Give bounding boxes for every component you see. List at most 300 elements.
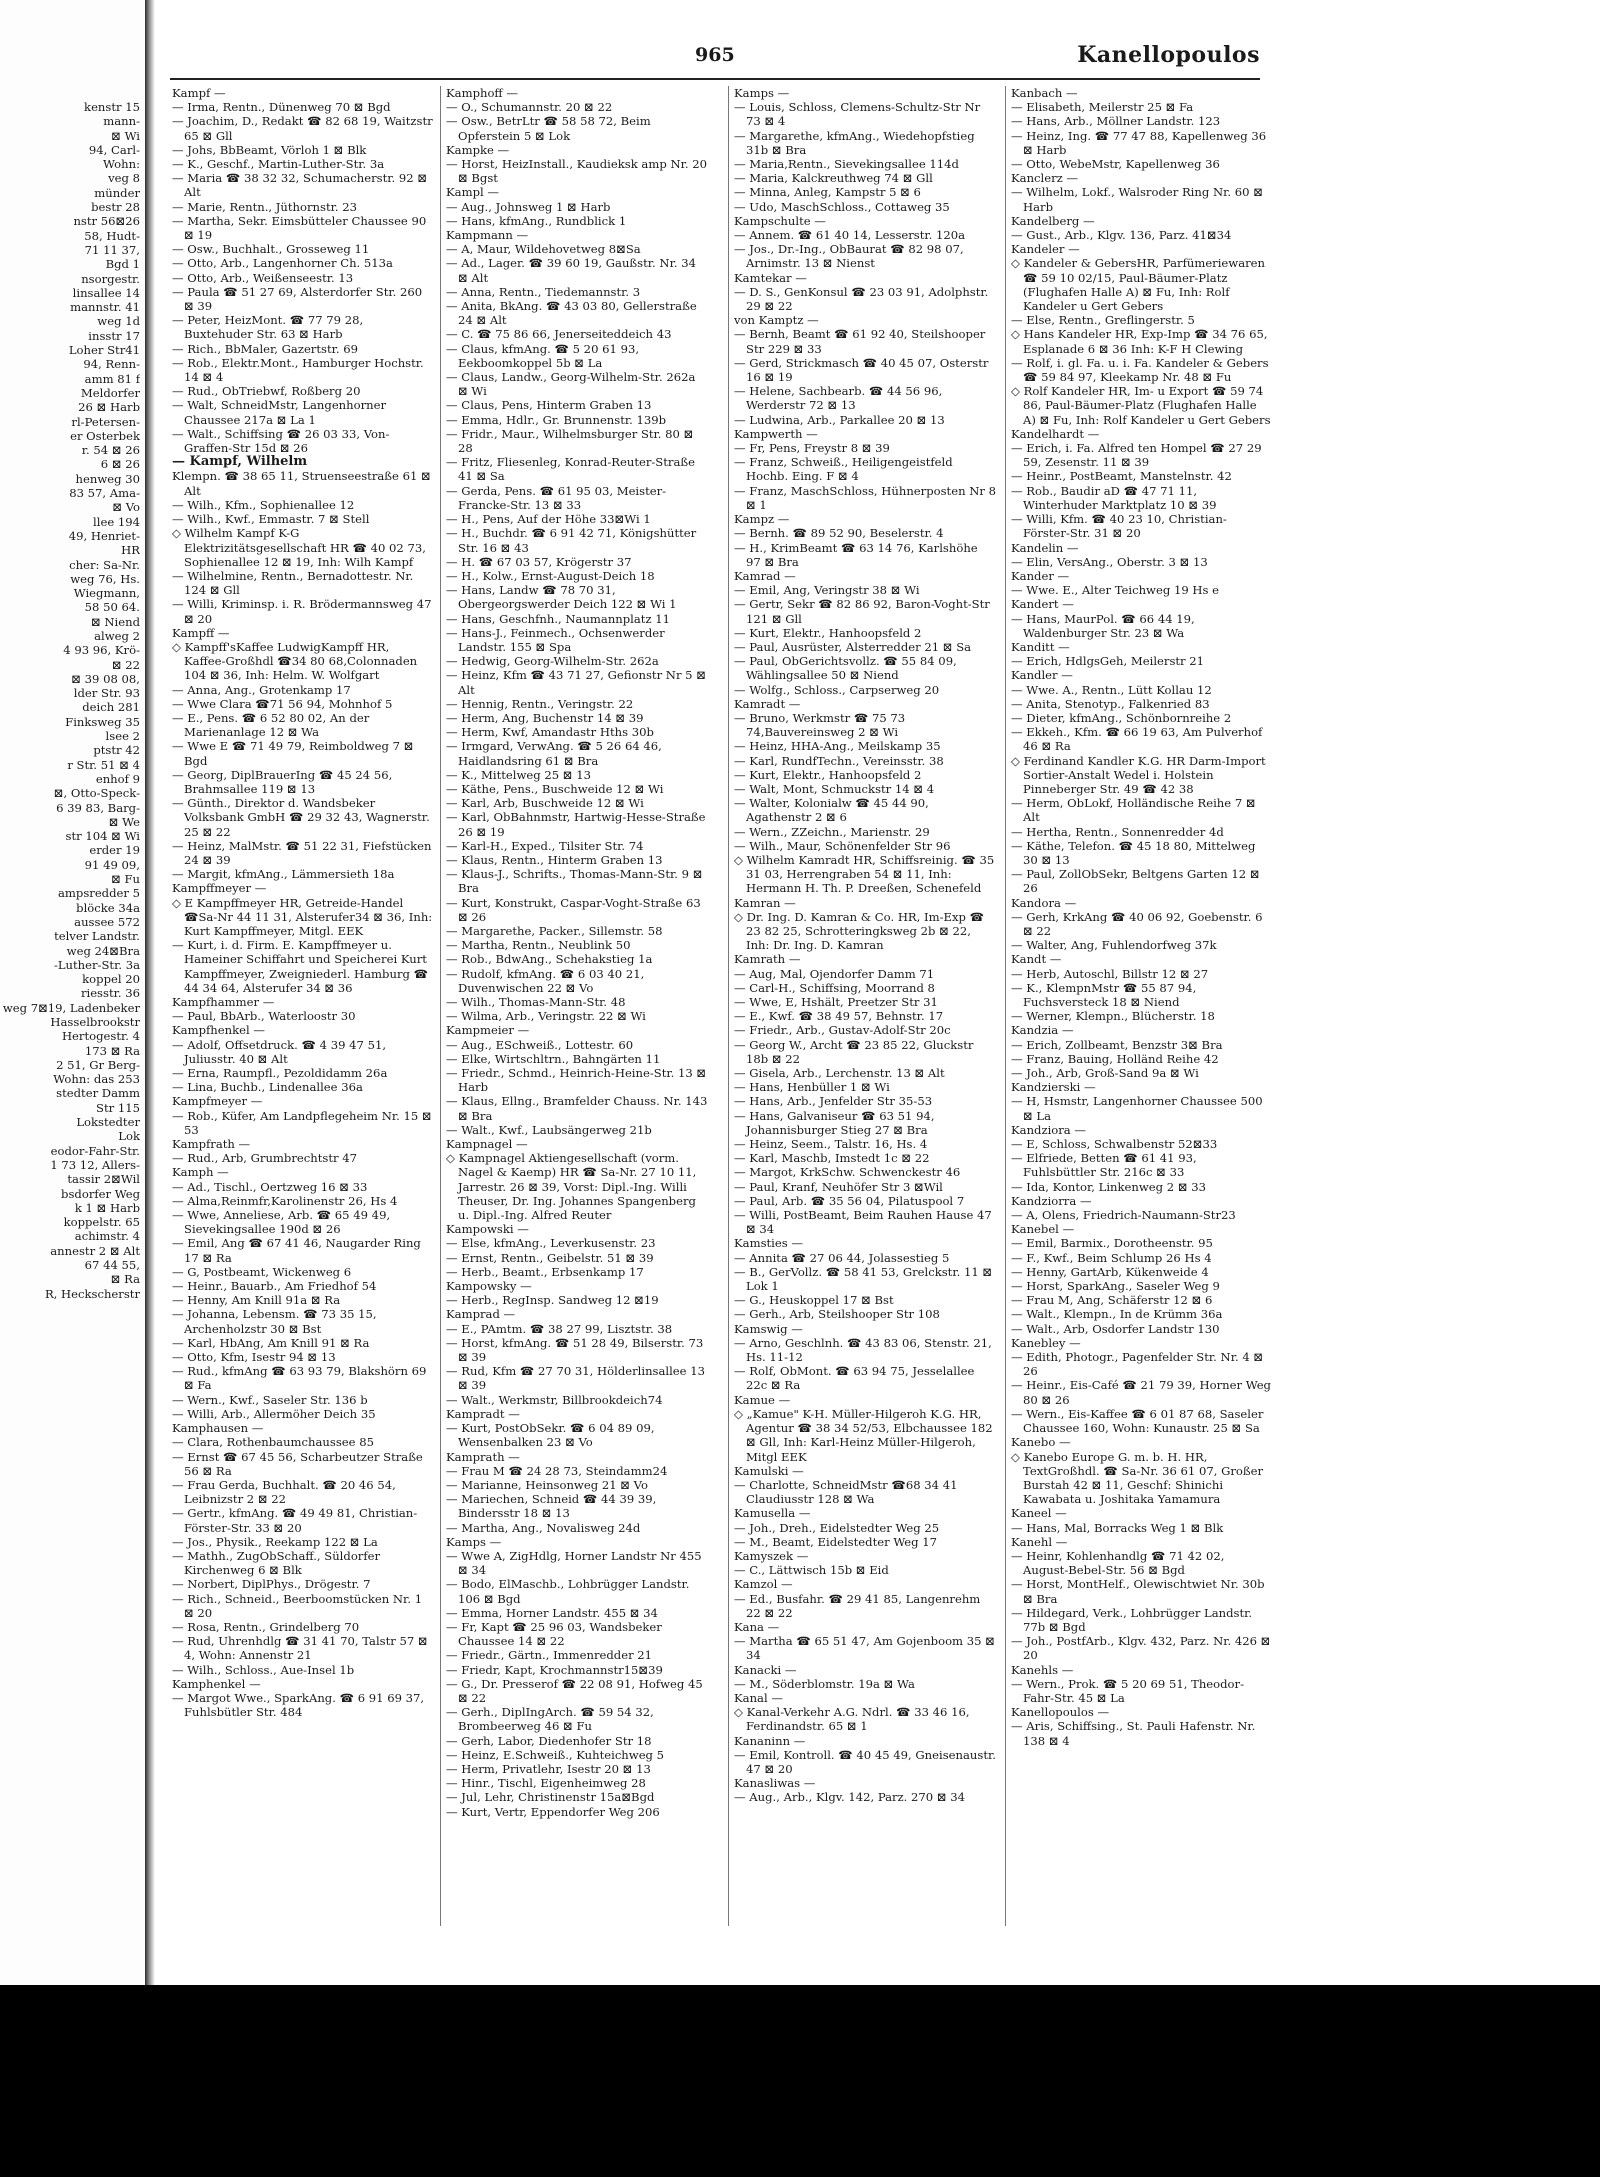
fragment-line: k 1 ⊠ Harb: [74, 1200, 140, 1215]
directory-entry: — Osw., BetrLtr ☎ 58 58 72, Beim Opferstein 5 ⊠ Lok: [446, 114, 651, 143]
directory-entry: — Jos., Dr.-Ing., ObBaurat ☎ 82 98 07, Arnimstr. 13 ⊠ Nienst: [734, 242, 964, 271]
directory-entry: — Karl, RundfTechn., Vereinsstr. 38: [734, 753, 944, 768]
directory-entry: — Erich, Zollbeamt, Benzstr 3⊠ Bra: [1011, 1037, 1223, 1052]
directory-entry: — E., PAmtm. ☎ 38 27 99, Lisztstr. 38: [446, 1321, 673, 1336]
directory-entry: — Heinz, Seem., Talstr. 16, Hs. 4: [734, 1137, 928, 1152]
directory-entry: Kampffmeyer —: [172, 881, 267, 896]
directory-entry: — Wwe, Anneliese, Arb. ☎ 65 49 49, Sievekingsallee 190d ⊠ 26: [172, 1208, 391, 1237]
fragment-line: lder Str. 93: [73, 686, 140, 701]
fragment-line: 49, Henriet-: [68, 528, 140, 543]
directory-entry: ◇ Ferdinand Kandler K.G. HR Darm-Import Sortier-Anstalt Wedel i. Holstein Pinneberger Str. 49 ☎ 42 38: [1011, 753, 1266, 796]
directory-entry: — Hans, Mal, Borracks Weg 1 ⊠ Blk: [1011, 1520, 1224, 1535]
directory-entry: Kander —: [1011, 568, 1070, 583]
directory-entry: — Karl, Maschb, Imstedt 1c ⊠ 22: [734, 1151, 930, 1166]
fragment-line: aussee 572: [74, 914, 140, 929]
directory-entry: — Carl-H., Schiffsing, Moorrand 8: [734, 980, 935, 995]
directory-entry: — Claus, Landw., Georg-Wilhelm-Str. 262a ⊠ Wi: [446, 370, 696, 399]
directory-entry: — Karl-H., Exped., Tilsiter Str. 74: [446, 838, 644, 853]
directory-entry: Kamps —: [734, 86, 790, 100]
directory-entry: — Marie, Rentn., Jüthornstr. 23: [172, 199, 358, 214]
directory-entry: Kamulski —: [734, 1463, 804, 1478]
directory-entry: Kanbach —: [1011, 86, 1078, 100]
directory-entry: — Wilh., Kwf., Emmastr. 7 ⊠ Stell: [172, 512, 370, 527]
directory-entry: — Wern., ZZeichn., Marienstr. 29: [734, 824, 930, 839]
directory-entry: — Emma, Hdlr., Gr. Brunnenstr. 139b: [446, 412, 667, 427]
directory-entry: Kanellopoulos —: [1011, 1705, 1110, 1720]
directory-entry: — Else, Rentn., Greflingerstr. 5: [1011, 313, 1195, 328]
directory-entry: — Hans, Arb., Möllner Landstr. 123: [1011, 114, 1221, 129]
directory-entry: — Clara, Rothenbaumchaussee 85: [172, 1435, 374, 1450]
fragment-line: 91 49 09,: [84, 857, 140, 872]
directory-entry: — Gertr, Sekr ☎ 82 86 92, Baron-Voght-Str 121 ⊠ Gll: [734, 597, 990, 626]
directory-entry: — Hans, Landw ☎ 78 70 31, Obergeorgswerder Deich 122 ⊠ Wi 1: [446, 583, 677, 612]
directory-entry: — Johanna, Lebensm. ☎ 73 35 15, Archenholzstr 30 ⊠ Bst: [172, 1307, 377, 1336]
directory-entry: — Fritz, Fliesenleg, Konrad-Reuter-Straße 41 ⊠ Sa: [446, 455, 695, 484]
directory-entry: Kamph —: [172, 1165, 229, 1180]
directory-entry: — Willi, Arb., Allermöher Deich 35: [172, 1406, 376, 1421]
directory-entry: — M., Söderblomstr. 19a ⊠ Wa: [734, 1676, 915, 1691]
fragment-line: koppel 20: [82, 972, 140, 987]
directory-entry: — Heinz, HHA-Ang., Meilskamp 35: [734, 739, 941, 754]
fragment-line: r Str. 51 ⊠ 4: [67, 757, 140, 772]
directory-entry: — Aug., ESchweiß., Lottestr. 60: [446, 1037, 634, 1052]
directory-column-1: [172, 86, 434, 1719]
directory-entry: — Friedr., Arb., Gustav-Adolf-Str 20c: [734, 1023, 951, 1038]
directory-entry: — Maria, Kalckreuthweg 74 ⊠ Gll: [734, 171, 933, 186]
directory-entry: — Rudolf, kfmAng. ☎ 6 03 40 21, Duvenwischen 22 ⊠ Vo: [446, 966, 645, 995]
fragment-line: llee 194: [93, 514, 140, 529]
fragment-line: 83 57, Ama-: [69, 486, 140, 501]
fragment-line: Lokstedter: [76, 1115, 140, 1130]
fragment-line: 6 ⊠ 26: [100, 457, 140, 472]
directory-entry: — Emil, Ang ☎ 67 41 46, Naugarder Ring 17 ⊠ Ra: [172, 1236, 421, 1265]
directory-entry: ◇ E Kampffmeyer HR, Getreide-Handel ☎Sa-Nr 44 11 31, Alsterufer34 ⊠ 36, Inh: Kurt Kampffmeyer, Mitgl. EEK: [172, 895, 433, 938]
directory-entry: — Aug, Mal, Ojendorfer Damm 71: [734, 966, 935, 981]
directory-entry: — G., Heuskoppel 17 ⊠ Bst: [734, 1293, 894, 1308]
directory-entry: — Ernst, Rentn., Geibelstr. 51 ⊠ 39: [446, 1250, 654, 1265]
directory-entry: Kampfhenkel —: [172, 1023, 265, 1038]
directory-entry: Kandzierski —: [1011, 1080, 1096, 1095]
directory-entry: — Martha, Rentn., Neublink 50: [446, 938, 631, 953]
directory-entry: Kamradt —: [734, 696, 801, 711]
fragment-line: stedter Damm: [56, 1086, 140, 1101]
directory-entry: — Elisabeth, Meilerstr 25 ⊠ Fa: [1011, 100, 1194, 115]
directory-entry: ◇ Rolf Kandeler HR, Im- u Export ☎ 59 74 86, Paul-Bäumer-Platz (Flughafen Halle A) ⊠ Fu, Inh: Rolf Kandeler u Gert Gebers: [1011, 384, 1271, 427]
directory-entry: — Aris, Schiffsing., St. Pauli Hafenstr. Nr. 138 ⊠ 4: [1011, 1719, 1256, 1748]
directory-entry: — Maria,Rentn., Sievekingsallee 114d: [734, 157, 959, 172]
directory-entry: ◇ „Kamue" K-H. Müller-Hilgeroh K.G. HR, Agentur ☎ 38 34 52/53, Elbchaussee 182 ⊠ Gll, Inh: Karl-Heinz Müller-Hilgeroh, Mitgl EEK: [734, 1406, 993, 1464]
fragment-line: henweg 30: [75, 471, 140, 486]
directory-entry: — Helene, Sachbearb. ☎ 44 56 96, Werderstr 72 ⊠ 13: [734, 384, 943, 413]
column-divider: [728, 86, 729, 1926]
directory-entry: — Paul, ObGerichtsvollz. ☎ 55 84 09, Wählingsallee 50 ⊠ Niend: [734, 654, 957, 683]
directory-entry: — Rud., Arb, Grumbrechtstr 47: [172, 1151, 357, 1166]
fragment-line: Wiegmann,: [73, 586, 140, 601]
page-number: 965: [695, 44, 735, 66]
directory-entry: — Emil, Kontroll. ☎ 40 45 49, Gneisenaustr. 47 ⊠ 20: [734, 1747, 996, 1776]
previous-page-text: [0, 100, 140, 1301]
fragment-line: weg 7⊠19, Ladenbeker: [2, 1000, 140, 1015]
directory-entry: — Friedr., Gärtn., Immenredder 21: [446, 1648, 653, 1663]
directory-entry: — Hans, MaurPol. ☎ 66 44 19, Waldenburger Str. 23 ⊠ Wa: [1011, 611, 1195, 640]
directory-entry: — Ludwina, Arb., Parkallee 20 ⊠ 13: [734, 412, 945, 427]
directory-entry: — Rob., BdwAng., Schehakstieg 1a: [446, 952, 653, 967]
directory-entry: — Arno, Geschlnh. ☎ 43 83 06, Stenstr. 21, Hs. 11-12: [734, 1335, 992, 1365]
directory-entry: Kamprad —: [446, 1307, 516, 1322]
directory-entry: Kanacki —: [734, 1662, 797, 1677]
fragment-line: eodor-Fahr-Str.: [50, 1143, 140, 1158]
directory-entry: — Willi, Kfm. ☎ 40 23 10, Christian-Förster-Str. 31 ⊠ 20: [1011, 512, 1227, 541]
fragment-line: 67 44 55,: [84, 1258, 140, 1273]
directory-entry: — Rud., ObTriebwf, Roßberg 20: [172, 384, 361, 399]
directory-entry: Kampowski —: [446, 1222, 529, 1237]
directory-entry: von Kamptz —: [734, 313, 819, 328]
directory-entry: Kamrath —: [734, 952, 801, 967]
fragment-line: alweg 2: [94, 628, 140, 643]
directory-entry: — Rosa, Rentn., Grindelberg 70: [172, 1619, 360, 1634]
header-rule: [170, 78, 1260, 80]
fragment-line: 173 ⊠ Ra: [84, 1043, 140, 1058]
directory-entry: — Claus, Pens, Hinterm Graben 13: [446, 398, 652, 413]
directory-entry: — G., Dr. Presserof ☎ 22 08 91, Hofweg 45 ⊠ 22: [446, 1676, 703, 1705]
fragment-line: Finksweg 35: [65, 714, 140, 729]
directory-column-3: [734, 86, 996, 1805]
fragment-line: 71 11 37,: [84, 242, 140, 257]
directory-entry: Kandert —: [1011, 597, 1074, 612]
column-divider: [1005, 86, 1006, 1926]
directory-entry: — Ekkeh., Kfm. ☎ 66 19 63, Am Pulverhof 46 ⊠ Ra: [1011, 725, 1263, 754]
directory-entry: — Otto, Arb., Weißenseestr. 13: [172, 270, 354, 285]
directory-entry: — Elin, VersAng., Oberstr. 3 ⊠ 13: [1011, 554, 1208, 569]
directory-entry: — Wilma, Arb., Veringstr. 22 ⊠ Wi: [446, 1009, 646, 1024]
directory-entry: Kampradt —: [446, 1406, 520, 1421]
directory-entry: — Martha, Sekr. Eimsbütteler Chaussee 90 ⊠ 19: [172, 213, 427, 243]
fragment-line: Lok: [118, 1129, 140, 1144]
directory-entry: — Fr, Pens, Freystr 8 ⊠ 39: [734, 441, 890, 456]
directory-entry: — Rob., Elektr.Mont., Hamburger Hochstr. 14 ⊠ 4: [172, 355, 424, 385]
fragment-line: Str 115: [96, 1100, 140, 1115]
directory-entry: Kanditt —: [1011, 639, 1070, 654]
directory-entry: — Hans, Geschfnh., Naumannplatz 11: [446, 611, 671, 626]
directory-entry: — C. ☎ 75 86 66, Jenerseiteddeich 43: [446, 327, 672, 342]
fragment-line: Wohn:: [103, 157, 140, 172]
directory-entry: — Gerda, Pens. ☎ 61 95 03, Meister-Francke-Str. 13 ⊠ 33: [446, 483, 667, 512]
fragment-line: ampsredder 5: [58, 886, 140, 901]
directory-entry: ◇ Kampnagel Aktiengesellschaft (vorm. Nagel & Kaemp) HR ☎ Sa-Nr. 27 10 11, Jarrestr. 26 ⊠ 39, Vorst: Dipl.-Ing. Willi Theuser, Dr. Ing. Johannes Spangenberg u. Dipl.-Ing. Alfred Reuter: [446, 1151, 697, 1223]
directory-entry: — Friedr., Schmd., Heinrich-Heine-Str. 13 ⊠ Harb: [446, 1066, 707, 1095]
running-head: Kanellopoulos: [1077, 42, 1260, 68]
directory-entry: — Werner, Klempn., Blücherstr. 18: [1011, 1009, 1215, 1024]
directory-entry: — Kurt, Vertr, Eppendorfer Weg 206: [446, 1804, 660, 1819]
directory-entry: Kampnagel —: [446, 1137, 528, 1152]
directory-entry: — Herb, Autoschl, Billstr 12 ⊠ 27: [1011, 966, 1209, 981]
directory-entry: — A, Maur, Wildehovetweg 8⊠Sa: [446, 242, 641, 257]
directory-entry: Kanebel —: [1011, 1222, 1075, 1237]
directory-entry: Kampmann —: [446, 228, 529, 243]
directory-entry: Kana —: [734, 1619, 780, 1634]
directory-entry: ◇ Kampff'sKaffee LudwigKampff HR, Kaffee-Großhdl ☎34 80 68,Colonnaden 104 ⊠ 36, Inh: Helm. W. Wolfgart: [172, 639, 418, 683]
directory-entry: Kamzol —: [734, 1577, 793, 1592]
directory-entry: — B., GerVollz. ☎ 58 41 53, Grelckstr. 11 ⊠ Lok 1: [734, 1264, 993, 1294]
directory-entry: Kampf —: [172, 86, 226, 100]
directory-entry: — Frau M ☎ 24 28 73, Steindamm24: [446, 1463, 668, 1478]
fragment-line: amm 81 f: [84, 371, 140, 386]
directory-entry: Kaneel —: [1011, 1506, 1067, 1521]
directory-entry: — Wwe. E., Alter Teichweg 19 Hs e: [1011, 583, 1219, 598]
directory-entry: Kandelin —: [1011, 540, 1079, 555]
directory-entry: Kampfrath —: [172, 1137, 251, 1152]
directory-entry: Kamyszek —: [734, 1548, 809, 1563]
directory-entry: — Horst, SparkAng., Saseler Weg 9: [1011, 1279, 1220, 1294]
directory-entry: — Heinz, Kfm ☎ 43 71 27, Gefionstr Nr 5 ⊠ Alt: [446, 668, 706, 697]
directory-entry: — K., KlempnMstr ☎ 55 87 94, Fuchsversteck 18 ⊠ Niend: [1011, 980, 1197, 1009]
directory-entry: — Rich., Schneid., Beerboomstücken Nr. 1 ⊠ 20: [172, 1591, 423, 1620]
directory-entry: — Klaus, Rentn., Hinterm Graben 13: [446, 852, 663, 867]
directory-entry: — Otto, WebeMstr, Kapellenweg 36: [1011, 157, 1220, 172]
fragment-line: HR: [121, 543, 140, 558]
directory-entry: — Ida, Kontor, Linkenweg 2 ⊠ 33: [1011, 1179, 1206, 1194]
directory-entry: — M., Beamt, Eidelstedter Weg 17: [734, 1534, 938, 1549]
directory-entry: — Erich, i. Fa. Alfred ten Hompel ☎ 27 29 59, Zesenstr. 11 ⊠ 39: [1011, 441, 1262, 470]
directory-entry: — Hans, kfmAng., Rundblick 1: [446, 213, 627, 228]
directory-entry: Kampfmeyer —: [172, 1094, 263, 1109]
directory-entry: — Walt., Werkmstr, Billbrookdeich74: [446, 1392, 663, 1407]
fragment-line: er Osterbek: [70, 428, 140, 443]
directory-entry: — Gerh., DiplIngArch. ☎ 59 54 32, Brombeerweg 46 ⊠ Fu: [446, 1705, 654, 1734]
directory-entry: ◇ Dr. Ing. D. Kamran & Co. HR, Im-Exp ☎ 23 82 25, Schrotteringksweg 2b ⊠ 22, Inh: Dr. Ing. D. Kamran: [734, 909, 985, 953]
directory-entry: — Aug., Arb., Klgv. 142, Parz. 270 ⊠ 34: [734, 1790, 966, 1805]
directory-entry: — Lina, Buchb., Lindenallee 36a: [172, 1080, 363, 1095]
directory-entry: — Margot, KrkSchw. Schwenckestr 46: [734, 1165, 961, 1180]
directory-entry: — Wilh., Kfm., Sophienallee 12: [172, 497, 355, 512]
directory-entry: — Bernh, Beamt ☎ 61 92 40, Steilshooper Str 229 ⊠ 33: [734, 327, 986, 356]
fragment-line: mannstr. 41: [70, 300, 140, 315]
directory-entry: — Walt, Mont, Schmuckstr 14 ⊠ 4: [734, 781, 935, 796]
fragment-line: ⊠, Otto-Speck-: [53, 786, 140, 801]
directory-entry: — Horst, kfmAng. ☎ 51 28 49, Bilserstr. 73 ⊠ 39: [446, 1335, 704, 1365]
directory-entry: — Willi, PostBeamt, Beim Rauhen Hause 47 ⊠ 34: [734, 1208, 992, 1237]
fragment-line: Bgd 1: [105, 257, 140, 272]
directory-entry: — Peter, HeizMont. ☎ 77 79 28, Buxtehuder Str. 63 ⊠ Harb: [172, 313, 364, 342]
fragment-line: 58 50 64.: [84, 600, 140, 615]
directory-entry: Kananinn —: [734, 1733, 806, 1748]
directory-entry: — Emil, Ang, Veringstr 38 ⊠ Wi: [734, 583, 920, 598]
directory-entry: — Joh., PostfArb., Klgv. 432, Parz. Nr. 426 ⊠ 20: [1011, 1634, 1271, 1663]
directory-entry: — Frau M, Ang, Schäferstr 12 ⊠ 6: [1011, 1293, 1213, 1308]
directory-entry: Kanebley —: [1011, 1335, 1081, 1350]
directory-entry: — H, Hsmstr, Langenhorner Chaussee 500 ⊠ La: [1011, 1094, 1263, 1123]
directory-entry: — Wolfg., Schloss., Carpserweg 20: [734, 682, 940, 697]
fragment-line: weg 1d: [97, 314, 140, 329]
directory-entry: — G, Postbeamt, Wickenweg 6: [172, 1264, 352, 1279]
directory-entry: — Johs, BbBeamt, Vörloh 1 ⊠ Blk: [172, 142, 367, 157]
directory-entry: — H. ☎ 67 03 57, Krögerstr 37: [446, 554, 632, 569]
directory-entry: Kamprath —: [446, 1449, 520, 1464]
directory-entry: — Ad., Tischl., Oertzweg 16 ⊠ 33: [172, 1179, 368, 1194]
directory-entry: — D. S., GenKonsul ☎ 23 03 91, Adolphstr. 29 ⊠ 22: [734, 284, 989, 314]
directory-entry: — Ad., Lager. ☎ 39 60 19, Gaußstr. Nr. 34 ⊠ Alt: [446, 256, 696, 285]
directory-entry: — Maria ☎ 38 32 32, Schumacherstr. 92 ⊠ Alt: [172, 171, 428, 200]
directory-entry: Kanebo —: [1011, 1435, 1071, 1450]
directory-entry: Kamps —: [446, 1534, 502, 1549]
directory-entry: — Walter, Ang, Fuhlendorfweg 37k: [1011, 938, 1217, 953]
directory-entry: — Frau Gerda, Buchhalt. ☎ 20 46 54, Leibnizstr 2 ⊠ 22: [172, 1477, 396, 1507]
directory-entry: — Edith, Photogr., Pagenfelder Str. Nr. 4 ⊠ 26: [1011, 1350, 1264, 1379]
directory-entry: — Horst, MontHelf., Olewischtwiet Nr. 30b ⊠ Bra: [1011, 1577, 1265, 1606]
fragment-line: 94, Carl-: [88, 142, 140, 157]
directory-entry: — Rob., Küfer, Am Landpflegeheim Nr. 15 ⊠ 53: [172, 1108, 432, 1137]
directory-entry: — Heinz, MalMstr. ☎ 51 22 31, Fiefstücken 24 ⊠ 39: [172, 838, 432, 867]
directory-entry: — Margit, kfmAng., Lämmersieth 18a: [172, 867, 395, 882]
directory-entry: — Henny, Am Knill 91a ⊠ Ra: [172, 1293, 341, 1308]
directory-column-2: [446, 86, 708, 1819]
fragment-line: Wohn: das 253: [53, 1072, 140, 1087]
directory-entry: — Franz, Schweiß., Heiligengeistfeld Hochb. Eing. F ⊠ 4: [734, 455, 953, 484]
directory-entry: — Kurt, i. d. Firm. E. Kampffmeyer u. Hameiner Schiffahrt und Speicherei Kurt Kampffmeyer, Zweigniederl. Hamburg ☎ 44 34 64, Alsterufer 34 ⊠ 36: [172, 938, 429, 995]
directory-entry: — Hinr., Tischl, Eigenheimweg 28: [446, 1776, 646, 1791]
directory-entry: — Klaus, Ellng., Bramfelder Chauss. Nr. 143 ⊠ Bra: [446, 1094, 708, 1123]
directory-entry: — Erna, Raumpfl., Pezoldidamm 26a: [172, 1066, 388, 1081]
fragment-line: mann-: [103, 114, 140, 129]
directory-entry: — Heinr., Eis-Café ☎ 21 79 39, Horner Weg 80 ⊠ 26: [1011, 1378, 1271, 1407]
directory-entry: — Bruno, Werkmstr ☎ 75 73 74,Bauvereinsweg 2 ⊠ Wi: [734, 710, 906, 740]
directory-entry: — Emma, Horner Landstr. 455 ⊠ 34: [446, 1605, 658, 1620]
directory-entry: — Paula ☎ 51 27 69, Alsterdorfer Str. 260 ⊠ 39: [172, 284, 423, 314]
book-gutter-shadow: [145, 0, 155, 1985]
directory-entry: — Georg, DiplBrauerIng ☎ 45 24 56, Brahmsallee 119 ⊠ 13: [172, 767, 393, 796]
directory-entry: — Anna, Ang., Grotenkamp 17: [172, 682, 351, 697]
fragment-line: linsallee 14: [72, 285, 140, 300]
directory-entry: — Erich, HdlgsGeh, Meilerstr 21: [1011, 654, 1205, 669]
directory-entry: — Walt., Arb, Osdorfer Landstr 130: [1011, 1321, 1220, 1336]
directory-entry: — Alma,Reinmfr,Karolinenstr 26, Hs 4: [172, 1193, 398, 1208]
fragment-line: münder: [94, 185, 140, 200]
directory-entry: Kanasliwas —: [734, 1776, 816, 1791]
fragment-line: weg 76, Hs.: [70, 571, 140, 586]
fragment-line: veg 8: [108, 171, 140, 186]
directory-entry: — Fridr., Maur., Wilhelmsburger Str. 80 ⊠ 28: [446, 426, 694, 456]
directory-entry: — Anna, Rentn., Tiedemannstr. 3: [446, 284, 641, 299]
directory-entry: — Ernst ☎ 67 45 56, Scharbeutzer Straße 56 ⊠ Ra: [172, 1449, 423, 1478]
directory-entry: — Willi, Kriminsp. i. R. Brödermannsweg 47 ⊠ 20: [172, 597, 432, 626]
directory-entry: — H., Buchdr. ☎ 6 91 42 71, Königshütter Str. 16 ⊠ 43: [446, 526, 697, 555]
fragment-line: nsorgestr.: [81, 271, 140, 286]
directory-entry: — Elke, Wirtschltrn., Bahngärten 11: [446, 1051, 661, 1066]
directory-entry: — Walt., Klempn., In de Krümm 36a: [1011, 1307, 1223, 1322]
directory-entry: — Hans, Galvaniseur ☎ 63 51 94, Johannisburger Stieg 27 ⊠ Bra: [734, 1108, 935, 1137]
directory-entry: ◇ Kandeler & GebersHR, Parfümeriewaren ☎ 59 10 02/15, Paul-Bäumer-Platz (Flughafen Halle A) ⊠ Fu, Inh: Rolf Kandeler u Gert Gebers: [1011, 256, 1265, 314]
directory-entry: Kandelhardt —: [1011, 426, 1100, 441]
directory-entry: — E., Kwf. ☎ 38 49 57, Behnstr. 17: [734, 1009, 944, 1024]
directory-entry: Kanehls —: [1011, 1662, 1074, 1677]
directory-entry: — Kurt, Elektr., Hanhoopsfeld 2: [734, 767, 922, 782]
fragment-line: Meldorfer: [80, 385, 140, 400]
directory-entry: Kandziora —: [1011, 1122, 1086, 1137]
directory-entry: — Heinr., PostBeamt, Manstelnstr. 42: [1011, 469, 1232, 484]
directory-entry: — Käthe, Telefon. ☎ 45 18 80, Mittelweg 30 ⊠ 13: [1011, 838, 1256, 867]
directory-entry: — E, Schloss, Schwalbenstr 52⊠33: [1011, 1137, 1218, 1152]
fragment-line: enhof 9: [95, 771, 140, 786]
directory-entry: — Walt., Kwf., Laubsängerweg 21b: [446, 1122, 652, 1137]
directory-entry: — Wwe E ☎ 71 49 79, Reimboldweg 7 ⊠ Bgd: [172, 739, 414, 768]
directory-entry: — Paul, Arb. ☎ 35 56 04, Pilatuspool 7: [734, 1193, 965, 1208]
fragment-line: ⊠ 22: [111, 657, 140, 672]
directory-entry: — Else, kfmAng., Leverkusenstr. 23: [446, 1236, 656, 1251]
directory-entry: Kamtekar —: [734, 270, 807, 285]
directory-entry: — Gerh., Arb, Steilshooper Str 108: [734, 1307, 940, 1322]
directory-entry: — Anita, Stenotyp., Falkenried 83: [1011, 696, 1210, 711]
fragment-line: Hasselbrookstr: [50, 1015, 140, 1029]
fragment-line: Loher Str41: [68, 343, 140, 358]
directory-entry: — Herm, Ang, Buchenstr 14 ⊠ 39: [446, 710, 644, 725]
directory-entry: — Hedwig, Georg-Wilhelm-Str. 262a: [446, 654, 659, 669]
fragment-line: tassir 2⊠Wil: [67, 1172, 140, 1187]
directory-entry: — Bernh. ☎ 89 52 90, Beselerstr. 4: [734, 526, 944, 541]
directory-entry: — Irmgard, VerwAng. ☎ 5 26 64 46, Haidlandsring 61 ⊠ Bra: [446, 739, 662, 768]
directory-entry: — Rolf, i. gl. Fa. u. i. Fa. Kandeler & Gebers ☎ 59 84 97, Kleekamp Nr. 48 ⊠ Fu: [1011, 355, 1269, 385]
directory-entry: Kandeler —: [1011, 242, 1080, 257]
directory-entry: — Georg W., Archt ☎ 23 85 22, Gluckstr 18b ⊠ 22: [734, 1037, 974, 1066]
fragment-line: 2 51, Gr Berg-: [56, 1057, 140, 1072]
directory-entry: — Gerd, Strickmasch ☎ 40 45 07, Osterstr 16 ⊠ 19: [734, 355, 989, 385]
directory-entry: — Irma, Rentn., Dünenweg 70 ⊠ Bgd: [172, 100, 391, 115]
directory-entry: Kampmeier —: [446, 1023, 530, 1038]
fragment-line: weg 24⊠Bra: [66, 943, 140, 958]
directory-entry: Kamue —: [734, 1392, 791, 1407]
directory-entry: — Joh., Arb, Groß-Sand 9a ⊠ Wi: [1011, 1066, 1199, 1081]
directory-entry: Klempn. ☎ 38 65 11, Struenseestraße 61 ⊠ Alt: [172, 469, 431, 498]
directory-entry: — Horst, HeizInstall., Kaudieksk amp Nr. 20 ⊠ Bgst: [446, 157, 707, 186]
directory-entry: Kampz —: [734, 512, 790, 527]
fragment-line: ptstr 42: [93, 743, 140, 758]
fragment-line: lsee 2: [105, 729, 140, 744]
directory-entry: — Wwe A, ZigHdlg, Horner Landstr Nr 455 ⊠ 34: [446, 1548, 702, 1578]
fragment-line: ⊠ 39 08 08,: [71, 671, 140, 686]
directory-entry: — Rud, Kfm ☎ 27 70 31, Hölderlinsallee 13 ⊠ 39: [446, 1364, 705, 1393]
directory-entry: — A, Olens, Friedrich-Naumann-Str23: [1011, 1208, 1236, 1223]
directory-entry: — Paul, Ausrüster, Alsterredder 21 ⊠ Sa: [734, 639, 972, 654]
fragment-line: 1 73 12, Allers-: [50, 1157, 140, 1172]
directory-entry: — Herm, Kwf, Amandastr Hths 30b: [446, 725, 654, 740]
directory-entry: — Marianne, Heinsonweg 21 ⊠ Vo: [446, 1477, 648, 1492]
directory-entry: — Jul, Lehr, Christinenstr 15a⊠Bgd: [446, 1790, 655, 1805]
fragment-line: ⊠ Wi: [111, 128, 140, 143]
directory-entry: — K., Mittelweg 25 ⊠ 13: [446, 767, 591, 782]
directory-entry: — Anita, BkAng. ☎ 43 03 80, Gellerstraße 24 ⊠ Alt: [446, 299, 697, 328]
directory-entry: — Herm, ObLokf, Holländische Reihe 7 ⊠ Alt: [1011, 796, 1256, 825]
fragment-line: erder 19: [89, 843, 140, 858]
directory-entry: — Kampf, Wilhelm: [172, 454, 308, 470]
directory-entry: ◇ Kanebo Europe G. m. b. H. HR, TextGroßhdl. ☎ Sa-Nr. 36 61 07, Großer Burstah 42 ⊠ 11, Geschf: Shinichi Kawabata u. Joshitaka Yamamura: [1011, 1449, 1263, 1507]
directory-entry: — Wern., Kwf., Saseler Str. 136 b: [172, 1392, 368, 1407]
fragment-line: riesstr. 36: [80, 986, 140, 1001]
directory-entry: — Gust., Arb., Klgv. 136, Parz. 41⊠34: [1011, 228, 1232, 243]
directory-entry: — Martha, Ang., Novalisweg 24d: [446, 1520, 641, 1535]
directory-entry: — Walt., Schiffsing ☎ 26 03 33, Von-Graffen-Str 15d ⊠ 26: [172, 426, 390, 456]
directory-entry: Kamsties —: [734, 1236, 803, 1251]
directory-entry: — Elfriede, Betten ☎ 61 41 93, Fuhlsbüttler Str. 216c ⊠ 33: [1011, 1151, 1197, 1180]
directory-entry: — Margarethe, kfmAng., Wiedehopfstieg 31b ⊠ Bra: [734, 128, 975, 157]
directory-entry: — Aug., Johnsweg 1 ⊠ Harb: [446, 199, 611, 214]
directory-entry: ◇ Wilhelm Kampf K-G Elektrizitätsgesellschaft HR ☎ 40 02 73, Sophienallee 12 ⊠ 19, Inh: Wilh Kampf: [172, 526, 426, 569]
fragment-line: ⊠ We: [108, 814, 140, 829]
directory-entry: — Herm, Privatlehr, Isestr 20 ⊠ 13: [446, 1761, 651, 1776]
directory-entry: — Franz, MaschSchloss, Hühnerposten Nr 8 ⊠ 1: [734, 483, 996, 512]
fragment-line: ⊠ Niend: [90, 614, 140, 629]
directory-entry: — Joachim, D., Redakt ☎ 82 68 19, Waitzstr 65 ⊠ Gll: [172, 114, 433, 143]
directory-entry: — Paul, Kranf, Neuhöfer Str 3 ⊠Wil: [734, 1179, 943, 1194]
directory-entry: — Norbert, DiplPhys., Drögestr. 7: [172, 1577, 371, 1592]
